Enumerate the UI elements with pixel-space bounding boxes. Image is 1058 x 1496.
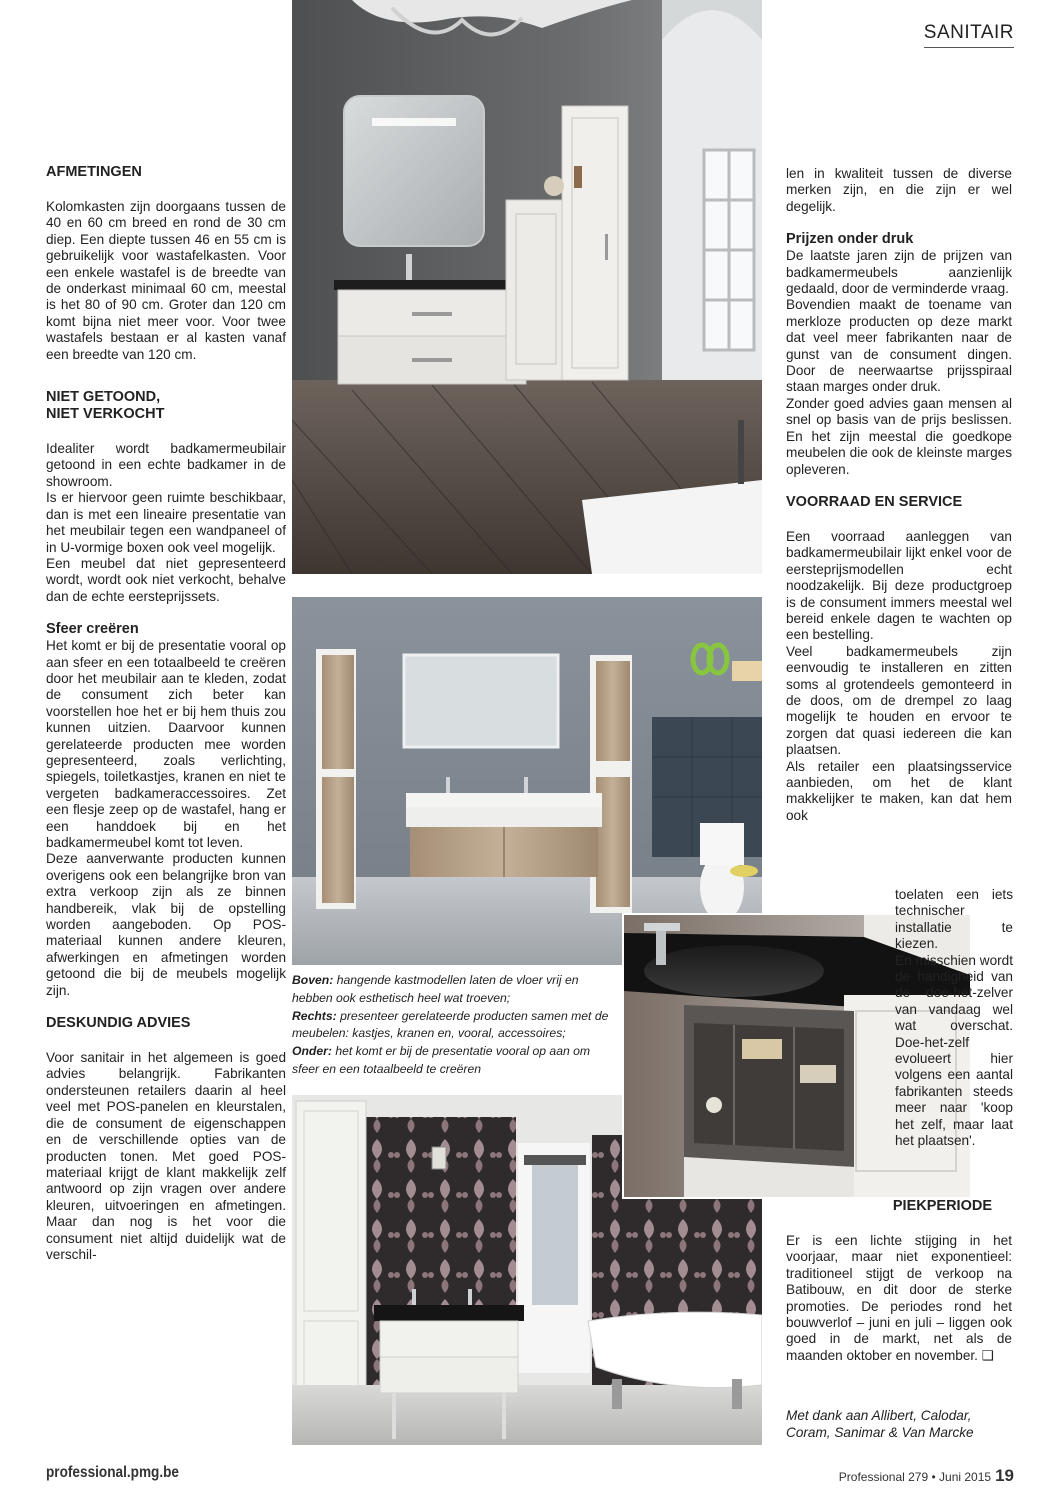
paragraph-niet-1: Idealiter wordt badkamermeubilair getoond in een echte badkamer in de showroom.: [46, 441, 286, 489]
heading-afmetingen: AFMETINGEN: [46, 164, 142, 180]
heading-prijzen: Prijzen onder druk: [786, 231, 914, 248]
caption-text-onder: het komt er bij de presentatie vooral op aan om sfeer en een totaalbeeld te creëren: [292, 1044, 591, 1076]
photo-top-bathroom-image: [292, 0, 762, 574]
heading-voorraad: VOORRAAD EN SERVICE: [786, 493, 963, 510]
page-number: 19: [995, 1466, 1014, 1485]
caption-text-rechts: presenteer gerelateerde producten samen met de meubelen: kastjes, kranen en, vooral, accessoires;: [292, 1008, 609, 1041]
column-right-bottom: [786, 1198, 1012, 1441]
caption-label-boven: Boven:: [292, 973, 334, 987]
heading-niet-getoond-1: NIET GETOOND,: [46, 389, 161, 406]
paragraph-prijzen-3: Zonder goed advies gaan mensen al snel op basis van de prijs beslissen. En het zijn meestal die goedkope meubelen die ook de kleinste marges opleveren.: [786, 395, 1012, 477]
paragraph-sfeer-1: Het komt er bij de presentatie vooral op aan sfeer en een totaalbeeld te creëren door het meubilair aan te kleden, zodat de consument zich beter kan voorstellen hoe het er bij hem thuis zou kunnen uitzien. Daarvoor kunnen gerelateerde producten mee worden gepresenteerd, zoals verlichting, spiegels, toiletkastjes, kranen en niet te vergeten badkameraccessoires. Zet een flesje zeep op de wastafel, hang er een handdoek bij en het badkamermeubel komt tot leven.: [46, 638, 286, 850]
heading-sfeer: Sfeer creëren: [46, 621, 139, 638]
paragraph-piek: Er is een lichte stijging in het voorjaar, maar niet exponentieel: traditioneel stijgt de verkoop na Batibouw, en dit door de sterke promoties. De periodes rond het bouwverlof – juni en juli – liggen ook goed in de markt, net als de maanden oktober en november. ❑: [786, 1233, 1012, 1363]
paragraph-afmetingen: Kolomkasten zijn doorgaans tussen de 40 en 60 cm breed en rond de 30 cm diep. Een diepte tussen 46 en 55 cm is gebruikelijk voor wastafelkasten. Voor een enkele wastafel is de breedte van de onderkast minimaal 60 cm, meestal is het 80 of 90 cm. Groter dan 120 cm komt bijna niet meer voor. Voor twee wastafels bestaan er al kasten vanaf een breedte van 120 cm.: [46, 199, 286, 362]
end-mark-icon: ❑: [981, 1347, 994, 1363]
heading-niet-getoond-2: NIET VERKOCHT: [46, 406, 165, 423]
acknowledgement: Met dank aan Allibert, Calodar, Coram, Sanimar & Van Marcke: [786, 1408, 974, 1440]
heading-advies: DESKUNDIG ADVIES: [46, 1015, 191, 1032]
paragraph-voorraad-1: Een voorraad aanleggen van badkamermeubilair lijkt enkel voor de eersteprijsmodellen echt noodzakelijk. Bij deze productgroep is de consument immers meestal wel bereid enkele dagen te wachten op een bestelling.: [786, 528, 1012, 643]
heading-piek: PIEKPERIODE: [892, 1198, 992, 1214]
paragraph-niet-3: Een meubel dat niet gepresenteerd wordt, wordt ook niet verkocht, behalve dan de echte eersteprijssets.: [46, 555, 286, 604]
column-left: [46, 164, 286, 1263]
paragraph-prijzen-2: Bovendien maakt de toename van merkloze producten op deze markt dat veel meer fabrikanten naar de gunst van de consument dingen. Door de neerwaartse prijsspiraal staan marges onder druk.: [786, 297, 1012, 395]
photo-caption: [292, 972, 618, 1079]
caption-label-rechts: Rechts:: [292, 1008, 337, 1023]
section-label: SANITAIR: [924, 22, 1014, 48]
footer-issue-text: Professional 279 • Juni 2015: [838, 1470, 992, 1484]
paragraph-voorraad-2: Veel badkamermeubels zijn eenvoudig te installeren en zitten soms al grotendeels gemonteerd in de doos, om de drempel zo laag mogelijk te houden en ervoor te zorgen dat quasi iedereen die kan plaatsen.: [786, 643, 1012, 758]
column-right: [786, 166, 1012, 824]
paragraph-voorraad-4: En misschien wordt de handigheid van de doe-het-zelver van vandaag wel wat overschat. Doe-het-zelf evolueert hier volgens een aantal fabrikanten steeds meer naar 'koop het zelf, maar laat het plaatsen'.: [895, 952, 1013, 1149]
footer-website[interactable]: professional.pmg.be: [46, 1464, 179, 1481]
photo-oak-vanity: [292, 597, 762, 965]
paragraph-sfeer-2: Deze aanverwante producten kunnen overigens ook een belangrijke bron van extra verkoop zijn als ze binnen handbereik, vlak bij de opstelling worden aangeboden. Op POS-materiaal kunnen andere kleuren, afwerkingen en afmetingen worden getoond die bij de meubels mogelijk zijn.: [46, 851, 286, 998]
paragraph-prijzen-1: De laatste jaren zijn de prijzen van badkamermeubels aanzienlijk gedaald, door de verminderde vraag.: [786, 248, 1012, 297]
footer-issue: [839, 1466, 1014, 1486]
paragraph-voorraad-3b: toelaten een iets technischer installatie te kiezen.: [895, 887, 1013, 952]
caption-label-onder: Onder:: [292, 1044, 332, 1059]
column-right-narrow: [895, 887, 1013, 1150]
photo-oak-vanity-image: [292, 597, 762, 965]
paragraph-advies: Voor sanitair in het algemeen is goed advies belangrijk. Fabrikanten ondersteunen retailers daarin al heel veel met POS-panelen en kleurstalen, die de consument de eigenschappen en de verschillende opties van de producten tonen. Met goed POS-materiaal krijgt de klant makkelijk zelf antwoord op zijn vragen over andere kleuren, uitvoeringen en afmetingen. Maar dan nog is het voor die consument niet altijd duidelijk wat de verschil-: [46, 1050, 286, 1262]
caption-text-boven: hangende kastmodellen laten de vloer vrij en hebben ook esthetisch heel wat troeven;: [292, 973, 579, 1005]
paragraph-niet-2: Is er hiervoor geen ruimte beschikbaar, dan is met een lineaire presentatie van het meubilair tegen een wandpaneel of in U-vormige boxen ook veel mogelijk.: [46, 490, 286, 555]
photo-top-bathroom: [292, 0, 762, 574]
paragraph-continued: len in kwaliteit tussen de diverse merken zijn, en die zijn er wel degelijk.: [786, 166, 1012, 214]
paragraph-voorraad-3a: Als retailer een plaatsingsservice aanbieden, om het de klant makkelijker te maken, kan dat hem ook: [786, 758, 1012, 823]
